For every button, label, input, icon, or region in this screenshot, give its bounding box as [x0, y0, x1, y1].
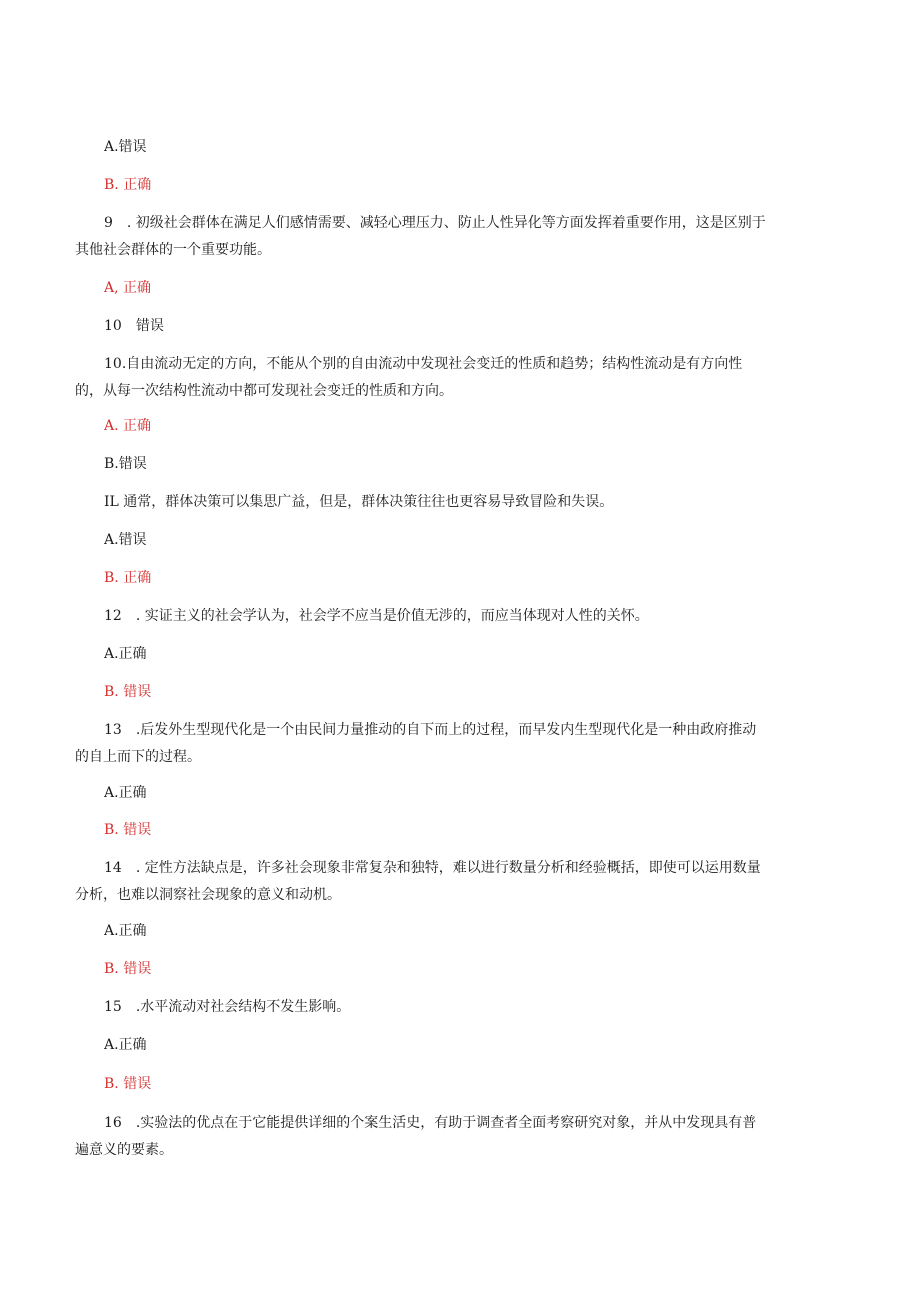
question-text: 15 .水平流动对社会结构不发生影响。: [104, 999, 351, 1015]
answer-option-highlighted: B. 错误: [104, 1076, 152, 1092]
answer-option: B.错误: [104, 456, 147, 472]
question-text: 16 .实验法的优点在于它能提供详细的个案生活史，有助于调查者全面考察研究对象，并从中发现具有普: [104, 1115, 757, 1131]
question-text-continued: 遍意义的要素。: [75, 1142, 173, 1158]
answer-option: A.正确: [104, 785, 147, 801]
answer-option-highlighted: B. 错误: [104, 684, 152, 700]
question-text: 12 . 实证主义的社会学认为，社会学不应当是价值无涉的，而应当体现对人性的关怀。: [104, 608, 649, 624]
question-text-continued: 的，从每一次结构性流动中都可发现社会变迁的性质和方向。: [75, 383, 453, 399]
answer-option: 10 错误: [104, 318, 164, 334]
question-text-continued: 其他社会群体的一个重要功能。: [75, 242, 271, 258]
question-text-continued: 的自上而下的过程。: [75, 749, 201, 765]
question-text: IL 通常，群体决策可以集思广益，但是，群体决策往往也更容易导致冒险和失误。: [104, 494, 614, 510]
question-text: 14 . 定性方法缺点是，许多社会现象非常复杂和独特，难以进行数量分析和经验概括，即使可以运用数量: [104, 860, 761, 876]
question-text: 9 . 初级社会群体在满足人们感情需要、减轻心理压力、防止人性异化等方面发挥着重要作用，这是区别于: [104, 215, 766, 231]
answer-option: A.错误: [104, 532, 147, 548]
answer-option: A.错误: [104, 139, 147, 155]
question-text: 13 .后发外生型现代化是一个由民间力量推动的自下而上的过程，而早发内生型现代化是一种由政府推动: [104, 722, 757, 738]
answer-option-highlighted: A. 正确: [104, 418, 152, 434]
answer-option-highlighted: B. 正确: [104, 570, 152, 586]
question-text-continued: 分析，也难以洞察社会现象的意义和动机。: [75, 887, 341, 903]
answer-option: A.正确: [104, 923, 147, 939]
answer-option-highlighted: B. 正确: [104, 177, 152, 193]
answer-option: A.正确: [104, 1037, 147, 1053]
answer-option-highlighted: A, 正确: [104, 280, 152, 296]
answer-option-highlighted: B. 错误: [104, 822, 152, 838]
answer-option: A.正确: [104, 646, 147, 662]
question-text: 10.自由流动无定的方向，不能从个别的自由流动中发现社会变迁的性质和趋势；结构性流动是有方向性: [104, 356, 743, 372]
answer-option-highlighted: B. 错误: [104, 961, 152, 977]
